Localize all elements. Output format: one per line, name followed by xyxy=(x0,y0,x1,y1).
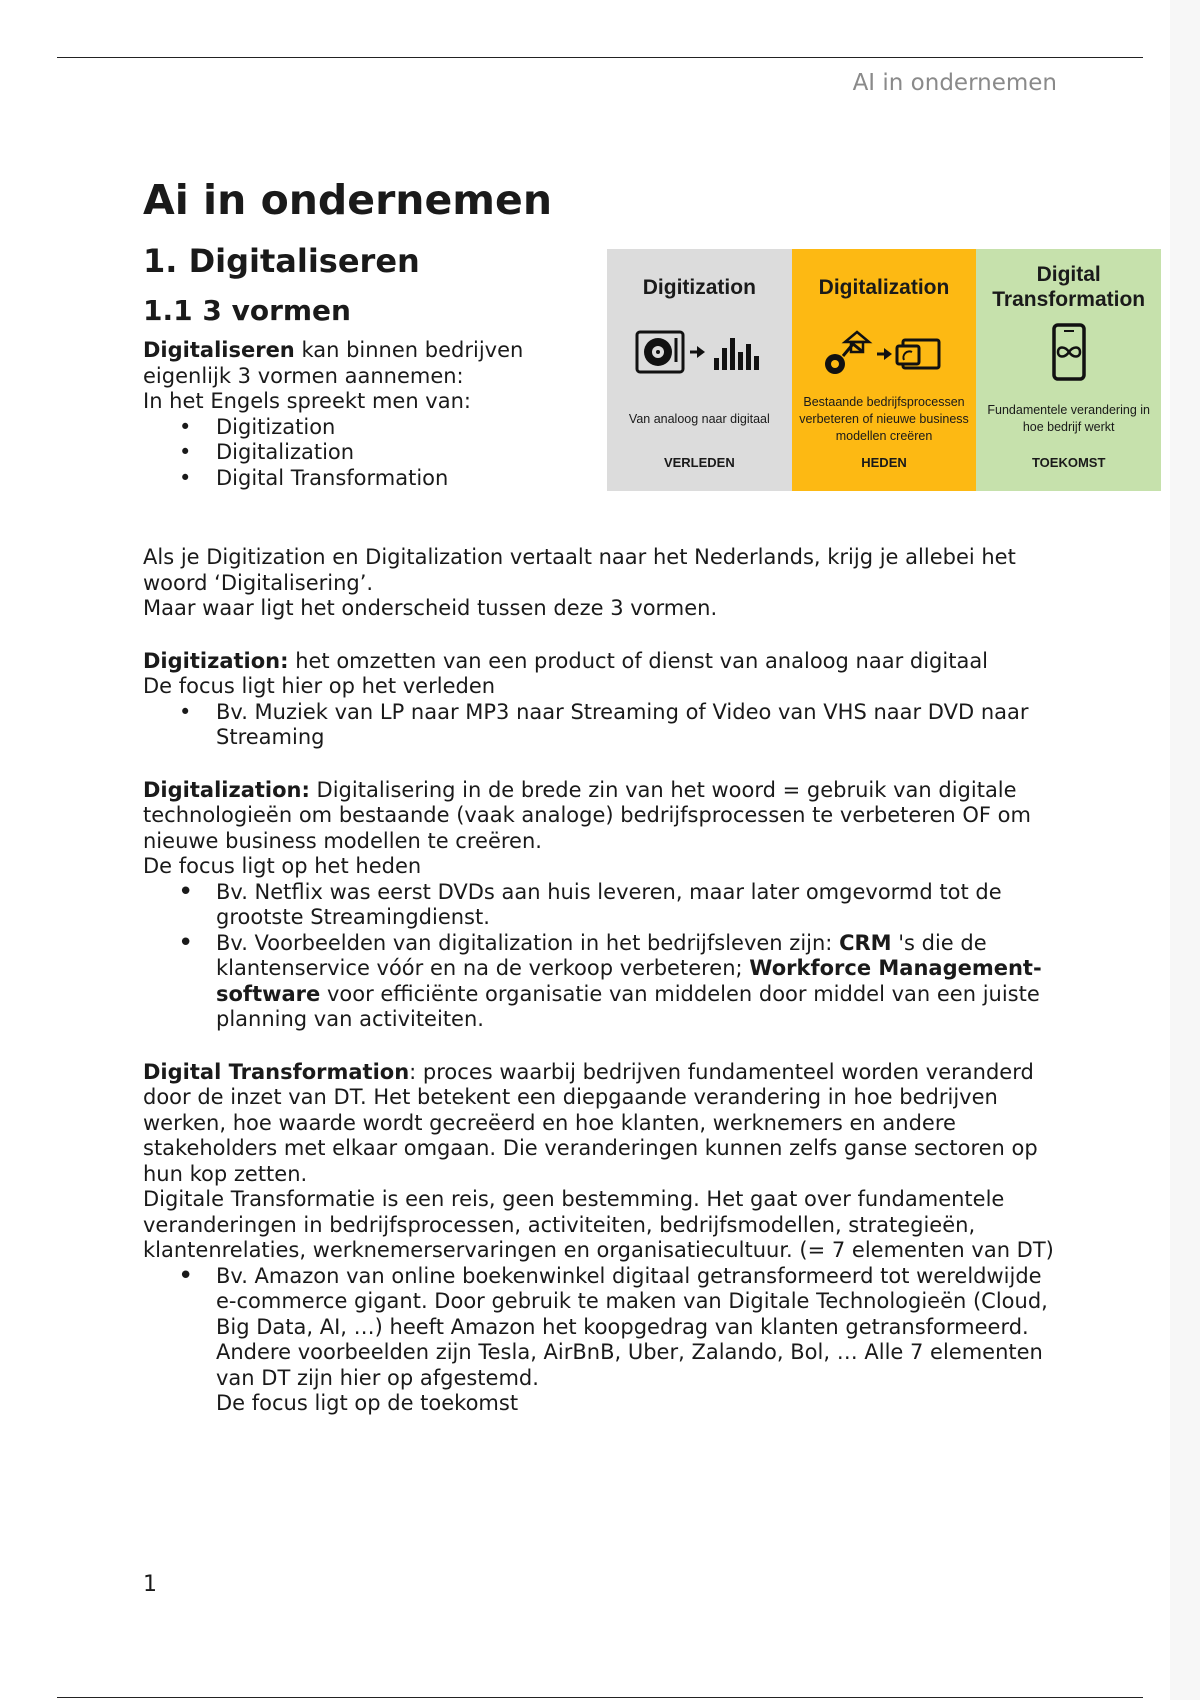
panel-title: Digitalization xyxy=(818,275,950,299)
example-text: Bv. Amazon van online boekenwinkel digitaal getransformeerd tot wereldwijde e-commerce gigant. Door gebruik te maken van Digitale Technologieën (Cloud, Big Data, AI, …) heeft Amazon het koopgedrag van klanten getransformeerd. Andere voorbeelden zijn Tesla, AirBnB, Uber, Zalando, Bol, … Alle 7 elementen van DT zijn hier op afgestemd. xyxy=(216,1263,1048,1390)
section-heading: 1. Digitaliseren xyxy=(143,242,420,280)
intro-line2: In het Engels spreekt men van: xyxy=(143,389,471,413)
example-list xyxy=(143,1264,1063,1417)
transformation-definition xyxy=(143,1060,1063,1188)
panel-digitization xyxy=(607,249,792,491)
list-item: • Bv. Muziek van LP naar MP3 naar Streaming of Video van VHS naar DVD naar Streaming xyxy=(143,700,1063,751)
process-to-device-icon xyxy=(819,321,949,383)
example-bold: Workforce Management-software xyxy=(216,956,1042,1006)
intro-lead-rest: kan binnen bedrijven eigenlijk 3 vormen aannemen: xyxy=(143,338,524,388)
page-edge xyxy=(1170,0,1200,1700)
footer-rule xyxy=(57,1697,1143,1698)
list-item xyxy=(143,931,1063,1033)
list-item xyxy=(143,1264,1063,1417)
example-text: Bv. Voorbeelden van digitalization in het bedrijfsleven zijn: xyxy=(216,930,840,955)
panel-description: Bestaande bedrijfsprocessen verbeteren of nieuwe business modellen creëren xyxy=(799,394,969,443)
list-item: • Digitization xyxy=(143,415,603,441)
intro-lead-bold: Digitaliseren xyxy=(143,338,295,362)
intro-lead xyxy=(143,338,603,389)
term-label: Digital Transformation xyxy=(143,1059,410,1084)
focus-line: De focus ligt hier op het verleden xyxy=(143,674,496,698)
page-number: 1 xyxy=(143,1572,157,1597)
panel-description: Van analoog naar digitaal xyxy=(628,411,770,426)
panel-digital-transformation xyxy=(976,249,1161,491)
example-list xyxy=(143,700,1063,751)
list-item: • Digital Transformation xyxy=(143,466,603,492)
panel-footer: HEDEN xyxy=(861,455,907,470)
example-text: 's die de klantenservice vóór en na de verkoop verbeteren; xyxy=(216,930,987,980)
panel-title: Digitization xyxy=(642,275,756,299)
example-list xyxy=(143,880,1063,1033)
panel-footer: TOEKOMST xyxy=(1031,455,1106,470)
running-header: AI in ondernemen xyxy=(852,70,1057,96)
paragraph: Maar waar ligt het onderscheid tussen deze 3 vormen. xyxy=(143,596,718,620)
focus-line: De focus ligt op het heden xyxy=(143,854,422,878)
definition-text: : proces waarbij bedrijven fundamenteel worden veranderd door de inzet van DT. Het betekent een diepgaande verandering in hoe bedrijven werken, hoe waarde wordt gecreëerd en hoe klanten, werknemers en andere stakeholders met elkaar omgaan. Die veranderingen kunnen zelfs ganse sectoren op hun kop zetten. xyxy=(143,1059,1038,1186)
definition-text: het omzetten van een product of dienst van analoog naar digitaal xyxy=(288,648,989,673)
intro-block xyxy=(143,338,603,491)
digitalization-definition xyxy=(143,778,1063,855)
panel-digitalization xyxy=(792,249,977,491)
list-item: • Bv. Netflix was eerst DVDs aan huis leveren, maar later omgevormd tot de grootste Streamingdienst. xyxy=(143,880,1063,931)
term-label: Digitalization: xyxy=(143,777,310,802)
document-title: Ai in ondernemen xyxy=(143,176,553,224)
example-bold: CRM xyxy=(839,930,892,955)
example-text: voor efficiënte organisatie van middelen door middel van een juiste planning van activiteiten. xyxy=(216,981,1040,1031)
panel-title: Digital Transformation xyxy=(992,263,1146,311)
smartphone-infinity-icon xyxy=(1049,321,1089,383)
list-item: • Digitalization xyxy=(143,440,603,466)
digitization-definition xyxy=(143,649,1063,675)
digitalization-figure xyxy=(607,249,1161,491)
body-text xyxy=(143,545,1063,1417)
panel-footer: VERLEDEN xyxy=(663,455,735,470)
header-rule xyxy=(57,57,1143,58)
term-label: Digitization: xyxy=(143,648,289,673)
focus-line: De focus ligt op de toekomst xyxy=(216,1391,519,1415)
subsection-heading: 1.1 3 vormen xyxy=(143,294,351,327)
forms-list xyxy=(143,415,603,492)
paragraph: Digitale Transformatie is een reis, geen bestemming. Het gaat over fundamentele veranderingen in bedrijfsprocessen, activiteiten, bedrijfsmodellen, strategieën, klantenrelaties, werknemerservaringen en organisatiecultuur. (= 7 elementen van DT) xyxy=(143,1187,1054,1262)
paragraph: Als je Digitization en Digitalization vertaalt naar het Nederlands, krijg je allebei het woord ‘Digitalisering’. xyxy=(143,545,1016,595)
vinyl-to-equalizer-icon xyxy=(634,321,764,383)
panel-description: Fundamentele verandering in hoe bedrijf werkt xyxy=(987,403,1150,434)
definition-text: Digitalisering in de brede zin van het woord = gebruik van digitale technologieën om bestaande (vaak analoge) bedrijfsprocessen te verbeteren OF om nieuwe business modellen te creëren. xyxy=(143,777,1031,853)
